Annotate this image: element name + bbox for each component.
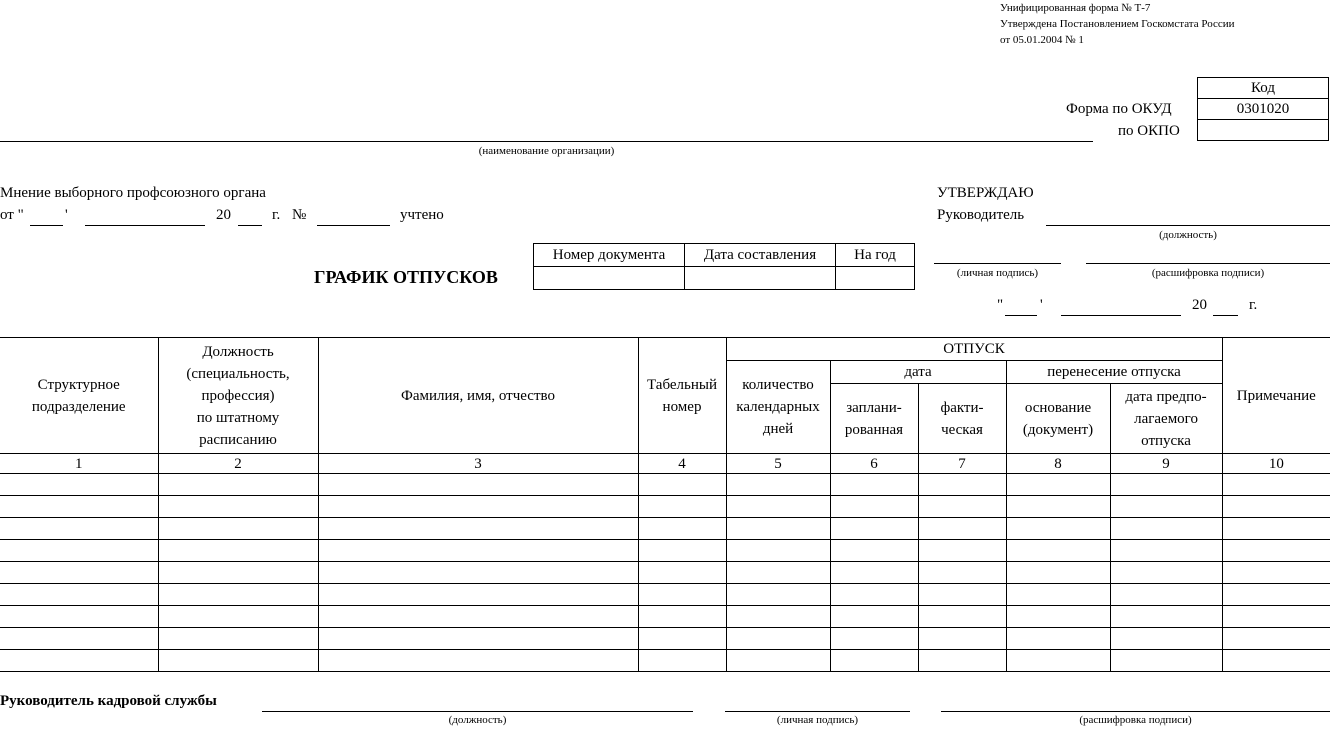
col-num-3: 3 bbox=[318, 454, 638, 474]
approve-day-field[interactable] bbox=[1005, 315, 1037, 316]
header-actual: факти- ческая bbox=[918, 384, 1006, 454]
table-cell[interactable] bbox=[918, 628, 1006, 650]
table-row bbox=[0, 518, 1330, 540]
doc-number-value[interactable] bbox=[534, 267, 685, 290]
table-cell[interactable] bbox=[830, 606, 918, 628]
table-cell[interactable] bbox=[318, 474, 638, 496]
table-cell[interactable] bbox=[830, 518, 918, 540]
table-cell[interactable] bbox=[918, 518, 1006, 540]
table-cell[interactable] bbox=[0, 518, 158, 540]
data-rows bbox=[0, 474, 1330, 672]
approve-decoding-field[interactable] bbox=[1086, 263, 1330, 264]
table-cell[interactable] bbox=[1006, 518, 1110, 540]
col-num-4: 4 bbox=[638, 454, 726, 474]
table-cell[interactable] bbox=[0, 474, 158, 496]
table-cell[interactable] bbox=[726, 474, 830, 496]
table-cell[interactable] bbox=[1006, 562, 1110, 584]
table-cell[interactable] bbox=[830, 584, 918, 606]
okud-label: Форма по ОКУД bbox=[1066, 101, 1172, 117]
col-num-6: 6 bbox=[830, 454, 918, 474]
approve-head-label: Руководитель bbox=[937, 207, 1025, 223]
col-num-7: 7 bbox=[918, 454, 1006, 474]
document-title: ГРАФИК ОТПУСКОВ bbox=[314, 267, 498, 287]
union-year-field[interactable] bbox=[238, 225, 262, 226]
col-num-8: 8 bbox=[1006, 454, 1110, 474]
table-cell[interactable] bbox=[158, 584, 318, 606]
table-cell[interactable] bbox=[638, 606, 726, 628]
approve-position-caption: (должность) bbox=[1159, 229, 1217, 241]
header-basis: основание (документ) bbox=[1006, 384, 1110, 454]
union-year-suffix: г. bbox=[272, 207, 281, 223]
table-cell[interactable] bbox=[0, 584, 158, 606]
union-noted-label: учтено bbox=[400, 207, 444, 223]
table-cell[interactable] bbox=[918, 540, 1006, 562]
table-cell[interactable] bbox=[158, 650, 318, 672]
table-cell[interactable] bbox=[1110, 628, 1222, 650]
table-cell[interactable] bbox=[638, 584, 726, 606]
form-identification bbox=[1000, 0, 1235, 48]
table-cell[interactable] bbox=[1006, 540, 1110, 562]
table-cell[interactable] bbox=[1006, 496, 1110, 518]
table-cell[interactable] bbox=[0, 496, 158, 518]
form-line-3: от 05.01.2004 № 1 bbox=[1000, 34, 1084, 46]
table-cell[interactable] bbox=[158, 562, 318, 584]
table-cell[interactable] bbox=[1110, 474, 1222, 496]
table-cell[interactable] bbox=[726, 650, 830, 672]
union-day-field[interactable] bbox=[30, 225, 63, 226]
table-cell[interactable] bbox=[1006, 650, 1110, 672]
table-cell[interactable] bbox=[1006, 474, 1110, 496]
table-cell[interactable] bbox=[158, 540, 318, 562]
table-cell[interactable] bbox=[1222, 628, 1330, 650]
table-cell[interactable] bbox=[918, 606, 1006, 628]
header-transfer: перенесение отпуска bbox=[1006, 361, 1222, 384]
table-cell[interactable] bbox=[158, 518, 318, 540]
approve-signature-field[interactable] bbox=[934, 263, 1061, 264]
footer-label: Руководитель кадровой службы bbox=[0, 693, 217, 709]
table-cell[interactable] bbox=[726, 628, 830, 650]
table-cell[interactable] bbox=[1110, 650, 1222, 672]
table-cell[interactable] bbox=[158, 628, 318, 650]
header-tab-number: Табельный номер bbox=[638, 338, 726, 454]
col-num-10: 10 bbox=[1222, 454, 1330, 474]
table-cell[interactable] bbox=[1110, 496, 1222, 518]
table-cell[interactable] bbox=[318, 606, 638, 628]
header-expected: дата предпо- лагаемого отпуска bbox=[1110, 384, 1222, 454]
table-row bbox=[0, 628, 1330, 650]
footer-signature-caption: (личная подпись) bbox=[776, 714, 859, 726]
footer-decoding-field[interactable] bbox=[941, 711, 1330, 712]
table-cell[interactable] bbox=[638, 540, 726, 562]
approve-month-field[interactable] bbox=[1061, 315, 1181, 316]
organization-caption: (наименование организации) bbox=[478, 145, 615, 157]
union-year-prefix: 20 bbox=[216, 207, 231, 223]
table-cell[interactable] bbox=[638, 650, 726, 672]
table-cell[interactable] bbox=[0, 540, 158, 562]
table-cell[interactable] bbox=[158, 606, 318, 628]
table-row bbox=[0, 584, 1330, 606]
col-num-2: 2 bbox=[158, 454, 318, 474]
code-header: Код bbox=[1198, 78, 1329, 99]
table-cell[interactable] bbox=[830, 474, 918, 496]
header-vacation: ОТПУСК bbox=[726, 338, 1222, 361]
table-cell[interactable] bbox=[1222, 606, 1330, 628]
table-cell[interactable] bbox=[318, 496, 638, 518]
union-from-label: от " bbox=[0, 207, 24, 223]
table-row bbox=[0, 496, 1330, 518]
header-planned: заплани- рованная bbox=[830, 384, 918, 454]
table-cell[interactable] bbox=[1222, 562, 1330, 584]
table-cell[interactable] bbox=[1222, 474, 1330, 496]
form-line-2: Утверждена Постановлением Госкомстата России bbox=[1000, 18, 1235, 30]
table-cell[interactable] bbox=[1006, 628, 1110, 650]
table-cell[interactable] bbox=[918, 496, 1006, 518]
okpo-value[interactable] bbox=[1198, 120, 1329, 141]
approve-year-prefix: 20 bbox=[1192, 297, 1207, 313]
approve-decoding-caption: (расшифровка подписи) bbox=[1151, 267, 1265, 279]
union-number-field[interactable] bbox=[317, 225, 390, 226]
table-row bbox=[0, 474, 1330, 496]
table-cell[interactable] bbox=[0, 562, 158, 584]
table-cell[interactable] bbox=[158, 474, 318, 496]
table-cell[interactable] bbox=[726, 584, 830, 606]
union-number-sign: № bbox=[292, 207, 307, 223]
table-cell[interactable] bbox=[1222, 540, 1330, 562]
table-cell[interactable] bbox=[1110, 518, 1222, 540]
okpo-label: по ОКПО bbox=[1118, 123, 1180, 139]
doc-number-header: Номер документа bbox=[534, 244, 685, 267]
header-date: дата bbox=[830, 361, 1006, 384]
approve-title: УТВЕРЖДАЮ bbox=[937, 185, 1034, 201]
footer-signature-field[interactable] bbox=[725, 711, 910, 712]
header-unit: Структурное подразделение bbox=[0, 338, 158, 454]
table-cell[interactable] bbox=[318, 650, 638, 672]
table-cell[interactable] bbox=[318, 518, 638, 540]
table-row bbox=[0, 650, 1330, 672]
column-numbers-row bbox=[0, 454, 1330, 474]
approve-year-suffix: г. bbox=[1249, 297, 1258, 313]
approve-quote-open: " bbox=[997, 297, 1004, 313]
table-cell[interactable] bbox=[1222, 650, 1330, 672]
table-cell[interactable] bbox=[1222, 518, 1330, 540]
table-cell[interactable] bbox=[318, 584, 638, 606]
header-note: Примечание bbox=[1222, 338, 1330, 454]
table-cell[interactable] bbox=[638, 562, 726, 584]
table-cell[interactable] bbox=[1110, 540, 1222, 562]
doc-year-value[interactable] bbox=[836, 267, 915, 290]
table-cell[interactable] bbox=[318, 540, 638, 562]
table-cell[interactable] bbox=[830, 540, 918, 562]
header-full-name: Фамилия, имя, отчество bbox=[318, 338, 638, 454]
union-quote-close: ' bbox=[65, 207, 68, 223]
table-cell[interactable] bbox=[638, 628, 726, 650]
union-month-field[interactable] bbox=[85, 225, 205, 226]
approve-quote-close: ' bbox=[1040, 297, 1043, 313]
table-row bbox=[0, 540, 1330, 562]
organization-name-field[interactable] bbox=[0, 141, 1093, 142]
table-cell[interactable] bbox=[1110, 606, 1222, 628]
doc-date-value[interactable] bbox=[685, 267, 836, 290]
doc-date-header: Дата составления bbox=[685, 244, 836, 267]
footer-position-caption: (должность) bbox=[448, 714, 507, 726]
table-cell[interactable] bbox=[830, 628, 918, 650]
document-info-table bbox=[533, 243, 915, 290]
table-cell[interactable] bbox=[918, 474, 1006, 496]
table-cell[interactable] bbox=[830, 650, 918, 672]
table-cell[interactable] bbox=[726, 518, 830, 540]
table-row bbox=[0, 562, 1330, 584]
okud-value[interactable]: 0301020 bbox=[1198, 99, 1329, 120]
table-cell[interactable] bbox=[918, 562, 1006, 584]
header-position: Должность (специальность, профессия) по штатному расписанию bbox=[158, 338, 318, 454]
table-cell[interactable] bbox=[726, 496, 830, 518]
table-cell[interactable] bbox=[318, 562, 638, 584]
col-num-1: 1 bbox=[0, 454, 158, 474]
table-cell[interactable] bbox=[0, 628, 158, 650]
table-cell[interactable] bbox=[318, 628, 638, 650]
table-cell[interactable] bbox=[638, 518, 726, 540]
approve-position-field[interactable] bbox=[1046, 225, 1330, 226]
codes-table bbox=[1197, 77, 1329, 141]
vacation-schedule-table bbox=[0, 337, 1330, 672]
approve-year-field[interactable] bbox=[1213, 315, 1238, 316]
footer-position-field[interactable] bbox=[262, 711, 693, 712]
table-cell[interactable] bbox=[726, 540, 830, 562]
table-cell[interactable] bbox=[726, 562, 830, 584]
table-cell[interactable] bbox=[0, 650, 158, 672]
table-cell[interactable] bbox=[830, 562, 918, 584]
table-cell[interactable] bbox=[1006, 606, 1110, 628]
table-cell[interactable] bbox=[638, 496, 726, 518]
table-cell[interactable] bbox=[0, 606, 158, 628]
col-num-9: 9 bbox=[1110, 454, 1222, 474]
table-cell[interactable] bbox=[1110, 562, 1222, 584]
table-cell[interactable] bbox=[918, 584, 1006, 606]
table-cell[interactable] bbox=[1110, 584, 1222, 606]
col-num-5: 5 bbox=[726, 454, 830, 474]
table-cell[interactable] bbox=[1222, 584, 1330, 606]
table-row bbox=[0, 606, 1330, 628]
table-cell[interactable] bbox=[1222, 496, 1330, 518]
doc-year-header: На год bbox=[836, 244, 915, 267]
table-cell[interactable] bbox=[1006, 584, 1110, 606]
table-cell[interactable] bbox=[830, 496, 918, 518]
table-cell[interactable] bbox=[918, 650, 1006, 672]
form-line-1: Унифицированная форма № Т-7 bbox=[1000, 2, 1151, 14]
footer-decoding-caption: (расшифровка подписи) bbox=[1079, 714, 1192, 726]
approve-signature-caption: (личная подпись) bbox=[956, 267, 1039, 279]
union-opinion-label: Мнение выборного профсоюзного органа bbox=[0, 185, 266, 201]
header-days: количество календарных дней bbox=[726, 361, 830, 454]
table-cell[interactable] bbox=[638, 474, 726, 496]
table-cell[interactable] bbox=[158, 496, 318, 518]
table-cell[interactable] bbox=[726, 606, 830, 628]
